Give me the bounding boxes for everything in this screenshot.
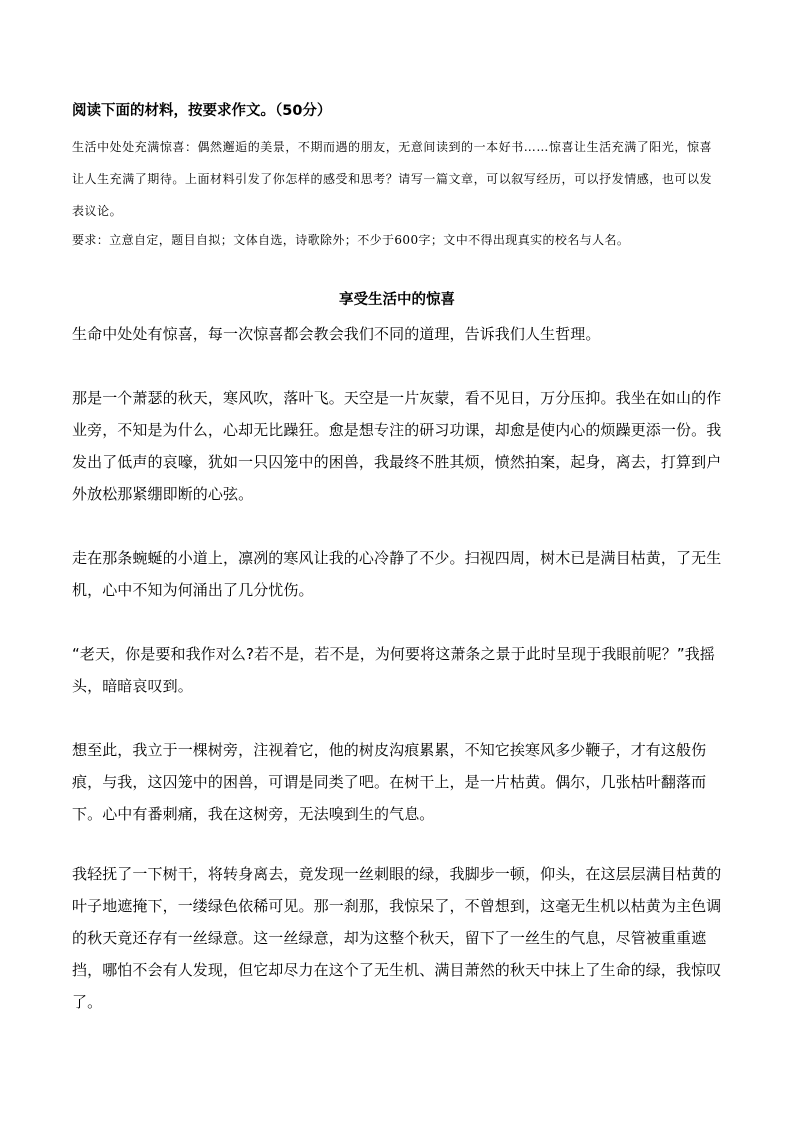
prompt-requirement: 要求：立意自定，题目自拟；文体自选，诗歌除外；不少于600字；文中不得出现真实的校名与人名。 (72, 233, 630, 247)
essay-title: 享受生活中的惊喜 (339, 292, 455, 308)
prompt-material: 生活中处处充满惊喜：偶然邂逅的美景，不期而遇的朋友，无意间读到的一本好书……惊喜让生活充满了阳光，惊喜让人生充满了期待。上面材料引发了你怎样的感受和思考？请写一篇文章，可以叙写经历，可以抒发情感，也可以发表议论。 (72, 140, 713, 218)
essay-paragraph: “老天，你是要和我作对么?若不是，若不是，为何要将这萧条之景于此时呈现于我眼前呢？”我摇头，暗暗哀叹到。 (72, 645, 715, 695)
prompt-title: 阅读下面的材料，按要求作文。（50分） (72, 103, 332, 119)
essay-paragraph: 生命中处处有惊喜，每一次惊喜都会教会我们不同的道理，告诉我们人生哲理。 (72, 325, 601, 343)
essay-paragraph: 那是一个萧瑟的秋天，寒风吹，落叶飞。天空是一片灰蒙，看不见日，万分压抑。我坐在如山的作业旁，不知是为什么，心却无比躁狂。愈是想专注的研习功课，却愈是使内心的烦躁更添一份。我发出了低声的哀嚎，犹如一只囚笼中的困兽，我最终不胜其烦，愤然拍案，起身，离去，打算到户外放松那紧绷即断的心弦。 (72, 389, 722, 503)
essay-paragraph: 想至此，我立于一棵树旁，注视着它，他的树皮沟痕累累，不知它挨寒风多少鞭子，才有这般伤痕，与我，这囚笼中的困兽，可谓是同类了吧。在树干上，是一片枯黄。偶尔，几张枯叶翻落而下。心中有番刺痛，我在这树旁，无法嗅到生的气息。 (72, 741, 707, 823)
essay-paragraph: 走在那条蜿蜒的小道上，凛冽的寒风让我的心冷静了不少。扫视四周，树木已是满目枯黄，了无生机，心中不知为何涌出了几分忧伤。 (72, 549, 722, 599)
essay-paragraph: 我轻抚了一下树干，将转身离去，竟发现一丝刺眼的绿，我脚步一顿，仰头，在这层层满目枯黄的叶子地遮掩下，一缕绿色依稀可见。那一刹那，我惊呆了，不曾想到，这毫无生机以枯黄为主色调的秋天竟还存有一丝绿意。这一丝绿意，却为这整个秋天，留下了一丝生的气息，尽管被重重遮挡，哪怕不会有人发现，但它却尽力在这个了无生机、满目萧然的秋天中抹上了生命的绿，我惊叹了。 (72, 865, 722, 1011)
